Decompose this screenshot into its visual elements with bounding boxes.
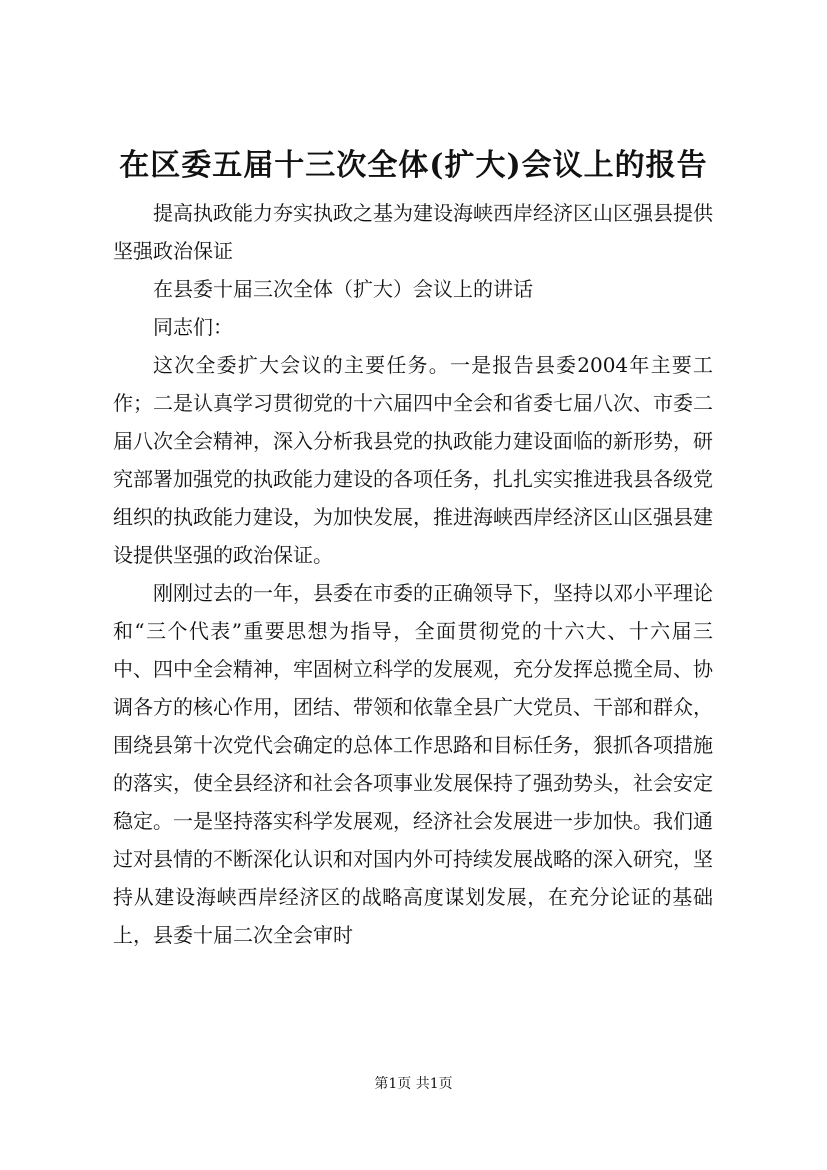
salutation-paragraph: 同志们： [153, 315, 233, 339]
document-body [113, 194, 713, 954]
speech-heading-paragraph: 在县委十届三次全体（扩大）会议上的讲话 [153, 277, 533, 301]
subtitle-paragraph: 提高执政能力夯实执政之基为建设海峡西岸经济区山区强县提供坚强政治保证 [113, 201, 713, 263]
body-paragraph: 这次全委扩大会议的主要任务。一是报告县委2004年主要工作；二是认真学习贯彻党的十六届四中全会和省委七届八次、市委二届八次全会精神，深入分析我县党的执政能力建设面临的新形势，研究部署加强党的执政能力建设的各项任务，扎扎实实推进我县各级党组织的执政能力建设，为加快发展，推进海峡西岸经济区山区强县建设提供坚强的政治保证。 [113, 353, 713, 567]
page-footer: 第1页 共1页 [374, 1076, 453, 1092]
document-title: 在区委五届十三次全体(扩大)会议上的报告 [119, 148, 708, 183]
body-paragraph: 刚刚过去的一年，县委在市委的正确领导下，坚持以邓小平理论和“三个代表”重要思想为指导，全面贯彻党的十六大、十六届三中、四中全会精神，牢固树立科学的发展观，充分发挥总揽全局、协调各方的核心作用，团结、带领和依靠全县广大党员、干部和群众，围绕县第十次党代会确定的总体工作思路和目标任务，狠抓各项措施的落实，使全县经济和社会各项事业发展保持了强劲势头，社会安定稳定。一是坚持落实科学发展观，经济社会发展进一步加快。我们通过对县情的不断深化认识和对国内外可持续发展战略的深入研究，坚持从建设海峡西岸经济区的战略高度谋划发展，在充分论证的基础上，县委十届二次全会审时 [113, 581, 713, 947]
